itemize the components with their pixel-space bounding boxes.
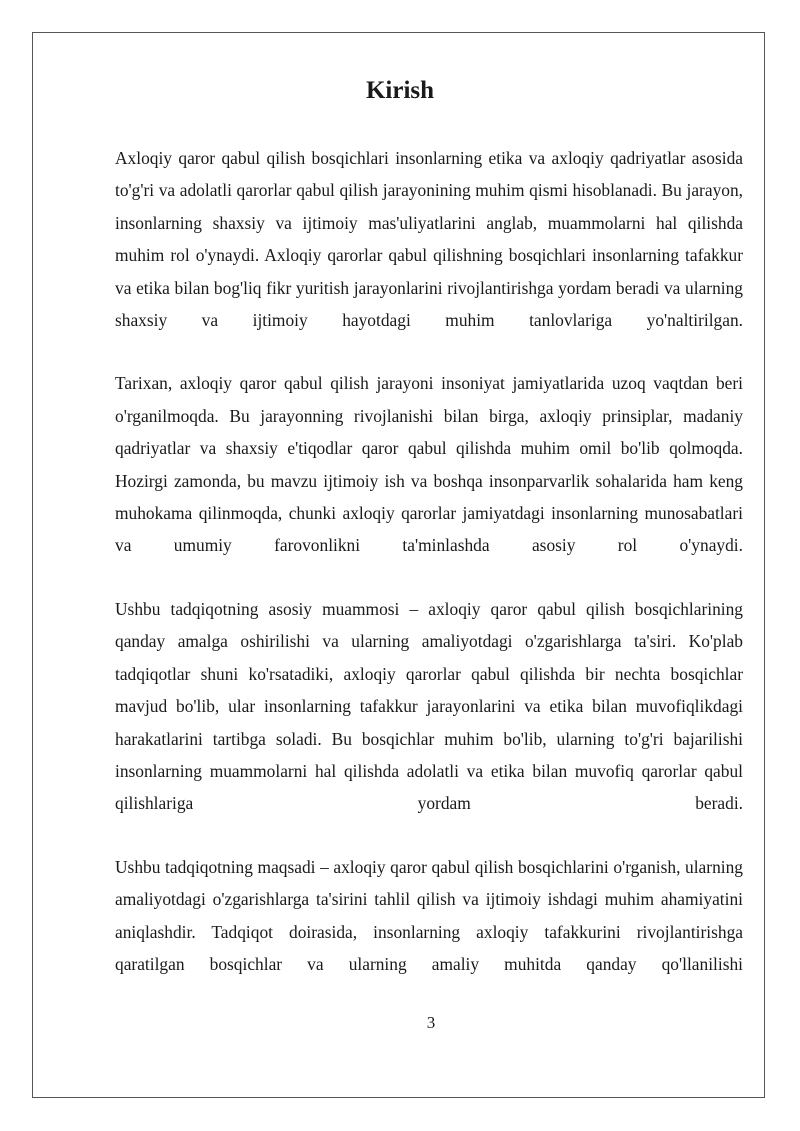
paragraph-3: Ushbu tadqiqotning asosiy muammosi – axloqiy qaror qabul qilish bosqichlarining qanday amalga oshirilishi va ularning amaliyotdagi o'zgarishlarga ta'siri. Ko'plab tadqiqotlar shuni ko'rsatadiki, axloqiy qarorlar qabul qilishda bir nechta bosqichlar mavjud bo'lib, ular insonlarning tafakkur jarayonlarini va etika bilan muvofiqlikdagi harakatlarini tartibga soladi. Bu bosqichlar muhim bo'lib, ularning to'g'ri bajarilishi insonlarning muammolarni hal qilishda adolatli va etika bilan muvofiq qarorlar qabul qilishlariga yordam beradi. [115, 598, 743, 814]
page-number: 3 [426, 1013, 436, 1032]
paragraph-4: Ushbu tadqiqotning maqsadi – axloqiy qaror qabul qilish bosqichlarini o'rganish, ularning amaliyotdagi o'zgarishlarga ta'sirini tahlil qilish va ijtimoiy ishdagi muhim ahamiyatini aniqlashdir. Tadqiqot doirasida, insonlarning axloqiy tafakkurini rivojlantirishga qaratilgan bosqichlar va ularning amaliy muhitda qanday qo'llanilishi [115, 856, 743, 974]
paragraph-1: Axloqiy qaror qabul qilish bosqichlari insonlarning etika va axloqiy qadriyatlar asosida to'g'ri va adolatli qarorlar qabul qilish jarayonining muhim qismi hisoblanadi. Bu jarayon, insonlarning shaxsiy va ijtimoiy mas'uliyatlarini anglab, muammolarni hal qilishda muhim rol o'ynaydi. Axloqiy qarorlar qabul qilishning bosqichlari insonlarning tafakkur va etika bilan bog'liq fikr yuritish jarayonlarini rivojlantirishga yordam beradi va ularning shaxsiy va ijtimoiy hayotdagi muhim tanlovlariga yo'naltirilgan. [115, 148, 743, 331]
paragraph-2: Tarixan, axloqiy qaror qabul qilish jarayoni insoniyat jamiyatlarida uzoq vaqtdan beri o'rganilmoqda. Bu jarayonning rivojlanishi bilan birga, axloqiy prinsiplar, madaniy qadriyatlar va shaxsiy e'tiqodlar qaror qabul qilishda muhim omil bo'lib qolmoqda. Hozirgi zamonda, bu mavzu ijtimoiy ish va boshqa insonparvarlik sohalarida ham keng muhokama qilinmoqda, chunki axloqiy qarorlar jamiyatdagi insonlarning munosabatlari va umumiy farovonlikni ta'minlashda asosiy rol o'ynaydi. [115, 373, 743, 556]
document-body [115, 142, 743, 1032]
page-title: Kirish [365, 77, 435, 104]
